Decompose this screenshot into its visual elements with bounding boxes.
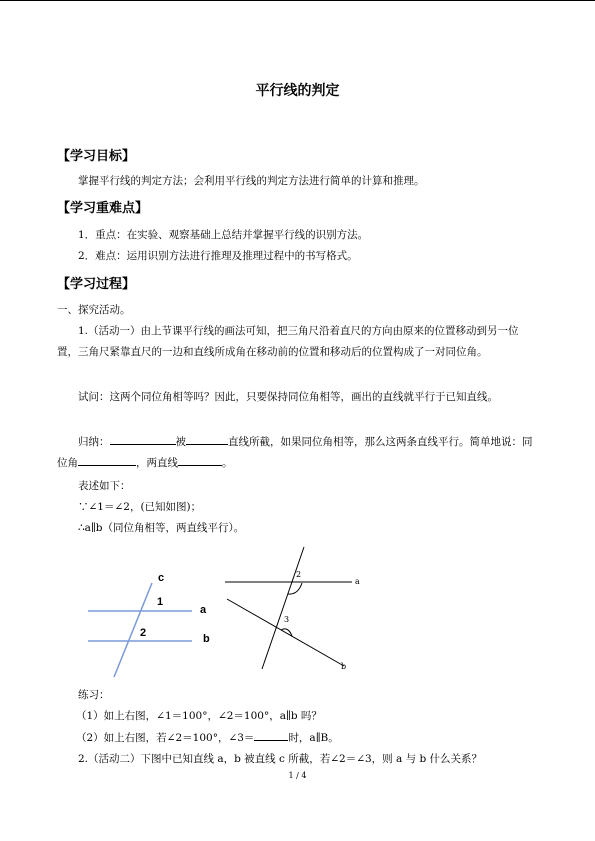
blank-line-3[interactable] [78,453,136,466]
right-label-a: a [355,577,360,586]
right-label-b: b [341,662,347,671]
practice-question-2 [76,728,556,749]
right-label-angle-3: 3 [284,615,290,624]
express-label: 表述如下： [78,480,131,492]
page-top-rule [0,0,595,1]
line-c [114,583,152,677]
practice-q2-end: 时，a∥B。 [288,732,339,744]
practice-question-1: （1）如上右图，∠1＝100°，∠2＝100°，a∥b 吗？ [76,710,322,722]
induction-end: 。 [222,457,233,469]
process-heading: 【学习过程】 [57,277,136,292]
page-title: 平行线的判定 [255,83,340,99]
part-one-label: 一、探究活动。 [57,304,131,316]
question-text: 试问：这两个同位角相等吗？因此，只要保持同位角相等，画出的直线就平行于已知直线。 [78,391,498,403]
key-heading: 【学习重难点】 [57,201,149,216]
key-point-1: 1．重点：在实验、观察基础上总结并掌握平行线的识别方法。 [78,229,369,241]
activity-two-text: 2.（活动二）下图中已知直线 a，b 被直线 c 所截，若∠2＝∠3，则 a 与 b 什么关系？ [78,753,483,765]
induction-middle: 直线所截，如果同位角相等，那么这两条直线平行。简单地说：同位角 [57,436,533,469]
label-a: a [200,604,207,616]
induction-label: 归纳： [78,436,110,448]
label-angle-1: 1 [157,596,164,608]
induction-two-lines: ，两直线 [136,457,178,469]
right-figure [222,543,352,673]
induction-text [57,432,537,474]
goal-text: 掌握平行线的判定方法；会利用平行线的判定方法进行简单的计算和推理。 [78,175,425,187]
key-point-2: 2．难点：运用识别方法进行推理及推理过程中的书写格式。 [78,250,358,262]
left-figure [80,565,230,680]
induction-by: 被 [175,436,186,448]
blank-line-2[interactable] [186,432,228,445]
therefore-statement: ∴a∥b（同位角相等，两直线平行）。 [78,522,245,534]
page-number: 1 / 4 [288,771,307,780]
blank-line-1[interactable] [110,432,176,445]
line-b-right [227,599,344,666]
blank-line-5[interactable] [254,728,288,741]
activity-one-text: 1.（活动一）由上节课平行线的画法可知，把三角尺沿着直尺的方向由原来的位置移动到另一位置，三角尺紧靠直尺的一边和直线所成角在移动前的位置和移动后的位置构成了一对同位角。 [57,325,519,358]
label-b: b [203,633,210,645]
because-statement: ∵∠1＝∠2，(已知如图)； [78,501,202,513]
label-angle-2: 2 [140,627,147,639]
transversal-c-right [262,547,304,669]
blank-line-4[interactable] [178,453,222,466]
right-label-angle-2: 2 [296,570,302,579]
practice-q2-start: （2）如上右图，若∠2＝100°，∠3＝ [76,732,255,744]
practice-label: 练习： [78,689,110,701]
goal-heading: 【学习目标】 [57,149,136,164]
label-c: c [158,572,165,584]
